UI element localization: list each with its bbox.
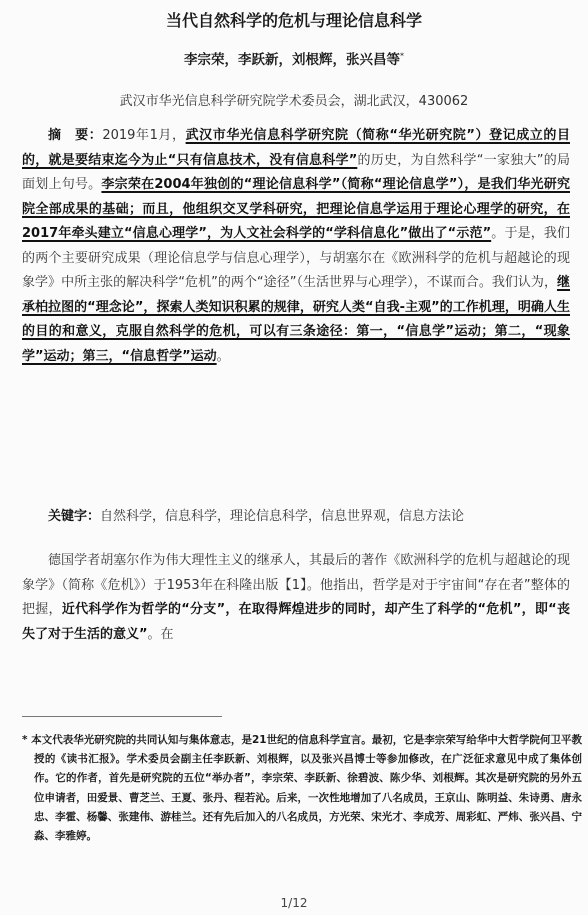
abstract-highlight: 李宗荣在2004年独创的“理论信息科学”（简称“理论信息学”），是我们华光研究院全部成果的基础；而且，他组织交叉学科研究，把理论信息学运用于理论心理学的研究，在2017年牵头建立“信息心理学”，为人文社会科学的“学科信息化”做出了“示范” [22,177,570,241]
affiliation: 武汉市华光信息科学研究院学术委员会，湖北武汉，430062 [119,94,469,109]
keywords-text: 自然科学，信息科学，理论信息科学，信息世界观，信息方法论 [100,509,465,524]
reference-marker[interactable]: 【1】 [278,577,307,593]
abstract-highlight: 武汉市华光信息科学研究院（简称“华光研究院”）登记成立的目的，就是要结束迄今为止“只有信息技术，没有信息科学” [22,128,570,168]
paper-title: 当代自然科学的危机与理论信息科学 [165,11,422,30]
footnote: * 本文代表华光研究院的共同认知与集体意志，是21世纪的信息科学宣言。最初，它是李宗荣写给华中大哲学院何卫平教授的《读书汇报》。学术委员会副主任李跃新、刘根辉，以及张兴昌博士等参加修改，在广泛征求意见中成了集体创作。它的作者，首先是研究院的五位“举办者”，李宗荣、李跃新、徐碧波、陈少华、刘根辉。其次是研究院的另外五位申请者，田爱景、曹芝兰、王夏、张丹、程若沁。后来，一次性地增加了八名成员，王京山、陈明益、朱诗勇、唐永忠、李霍、杨馨、张建伟、游桂兰。还有先后加入的八名成员，方光荣、宋光才、李成芳、周彩虹、严炜、张兴昌、宁淼、李雅婷。 [22,734,582,843]
keywords-label: 关键字： [48,509,101,524]
page-number: 1/12 [280,896,308,910]
abstract-highlight: 继承柏拉图的“理念论”，探索人类知识积累的规律，研究人类“自我-主观”的工作机理，明确人生的目的和意义，克服自然科学的危机，可以有三条途径：第一，“信息学”运动；第二，“现象学”运动；第三，“信息哲学”运动 [22,275,570,364]
abstract-text: 2019年1月， [102,128,186,143]
abstract [22,124,570,369]
body-text: 德国学者胡塞尔作为伟大理性主义的继承人，其最后的著作《欧洲科学的危机与超越论的现象学》（简称《危机》）于1953年在科隆出版 [22,553,570,593]
footnote-divider [22,716,222,717]
body-bold-text: 近代科学作为哲学的“分支”，在取得辉煌进步的同时，却产生了科学的“危机”，即“丧失了对于生活的意义” [22,602,570,642]
abstract-text: 。于是，我们的两个主要研究成果（理论信息学与信息心理学），与胡塞尔在《欧洲科学的危机与超越论的现象学》中所主张的解决科学“危机”的两个“途径”（生活世界与心理学），不谋而合。我们认为， [22,226,570,290]
abstract-label: 摘 要： [48,128,103,143]
body-paragraph [22,549,570,647]
body-text: 。在 [147,626,174,642]
author-names: 李宗荣，李跃新，刘根辉，张兴昌等 [184,52,400,68]
keywords [22,505,570,529]
body-text: 。他指出，哲学是对于宇宙间“存在者”整体的把握， [22,577,570,617]
author-list [0,48,588,68]
author-footnote-mark: * [400,51,404,61]
abstract-text: 。 [216,348,230,364]
abstract-text: 的历史，为自然科学“一家独大”的局面划上句号。 [22,152,570,192]
